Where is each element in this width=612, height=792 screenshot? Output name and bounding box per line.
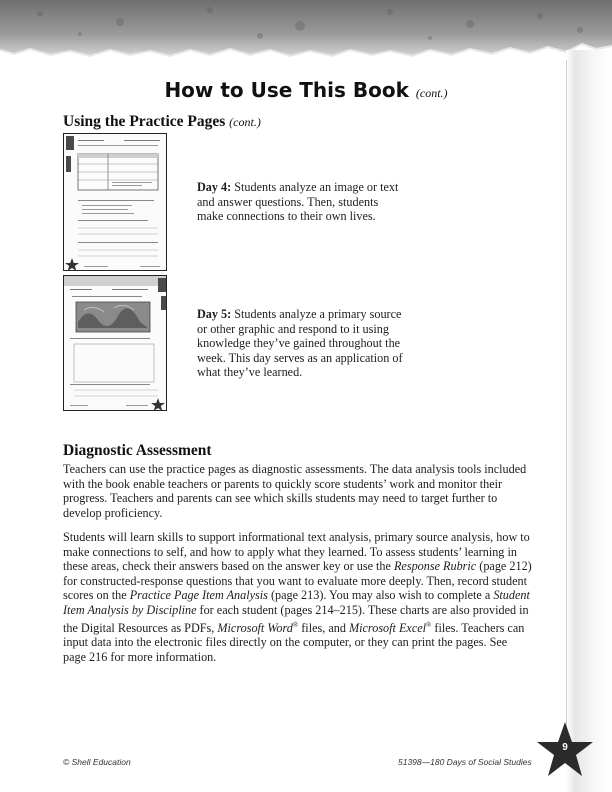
- practice-page-item-analysis-ref: Practice Page Item Analysis: [129, 588, 268, 603]
- diagnostic-paragraph-2: [63, 530, 533, 664]
- para2-text-4: for each student (pages 214–215). These charts are also provided in the Digital Resources as PDFs,: [63, 602, 529, 635]
- day4-thumbnail-graphic: [64, 134, 167, 271]
- day4-description: [197, 180, 407, 224]
- para2-text-3: (page 213). You may also wish to complete a: [267, 588, 494, 603]
- student-item-analysis-ref: Student Item Analysis by Discipline: [63, 588, 530, 617]
- day4-page-thumbnail: [63, 133, 167, 271]
- para2-text-5: files, and: [298, 620, 349, 635]
- para2-text-1: Students will learn skills to support informational text analysis, primary source analysis, how to make connections to self, and how to apply what they learned. To assess students’ learning in these areas, check their answers based on the answer key or use the: [63, 530, 530, 574]
- registered-mark-2: ®: [426, 620, 432, 629]
- page-edge-line: [566, 60, 567, 740]
- microsoft-excel-ref: Microsoft Excel: [348, 620, 427, 635]
- day4-text: Students analyze an image or text and answer questions. Then, students make connections to their own lives.: [197, 180, 399, 224]
- practice-pages-heading-cont: (cont.): [229, 115, 261, 129]
- day5-text: Students analyze a primary source or other graphic and respond to it using knowledge they’ve gained throughout the week. This day serves as an application of what they’ve learned.: [197, 307, 403, 380]
- day5-description: [197, 307, 407, 380]
- practice-pages-heading-text: Using the Practice Pages: [63, 113, 226, 130]
- footer-book-title: 51398—180 Days of Social Studies: [398, 757, 532, 767]
- page-number: 9: [562, 742, 568, 753]
- torn-paper-header: [0, 0, 612, 70]
- footer-publisher: © Shell Education: [63, 757, 131, 767]
- day4-label: Day 4:: [197, 180, 232, 194]
- microsoft-word-ref: Microsoft Word: [217, 620, 293, 635]
- page-title-text: How to Use This Book: [164, 78, 409, 102]
- page-edge-shadow: [566, 50, 612, 792]
- diagnostic-assessment-heading: Diagnostic Assessment: [63, 442, 212, 459]
- practice-pages-heading: [63, 113, 261, 131]
- para2-text-6: files. Teachers can input data into the electronic files directly on the computer, or they can print the pages. See page 216 for more information.: [63, 620, 525, 664]
- para2-text-2: (page 212) for constructed-response questions that you want to evaluate more deeply. Then, record student scores on the: [63, 559, 532, 603]
- page-title-cont: (cont.): [415, 86, 448, 100]
- day5-page-thumbnail: [63, 275, 167, 411]
- diagnostic-paragraph-1: Teachers can use the practice pages as diagnostic assessments. The data analysis tools included with the book enable teachers or parents to quickly score students’ work and monitor their progress. Teachers and parents can see which skills students may need to target further to develop proficiency.: [63, 462, 527, 520]
- registered-mark-1: ®: [292, 620, 299, 629]
- day5-thumbnail-graphic: [64, 276, 167, 411]
- day5-label: Day 5:: [197, 307, 232, 321]
- page-title: [0, 78, 612, 102]
- response-rubric-ref: Response Rubric: [393, 559, 477, 574]
